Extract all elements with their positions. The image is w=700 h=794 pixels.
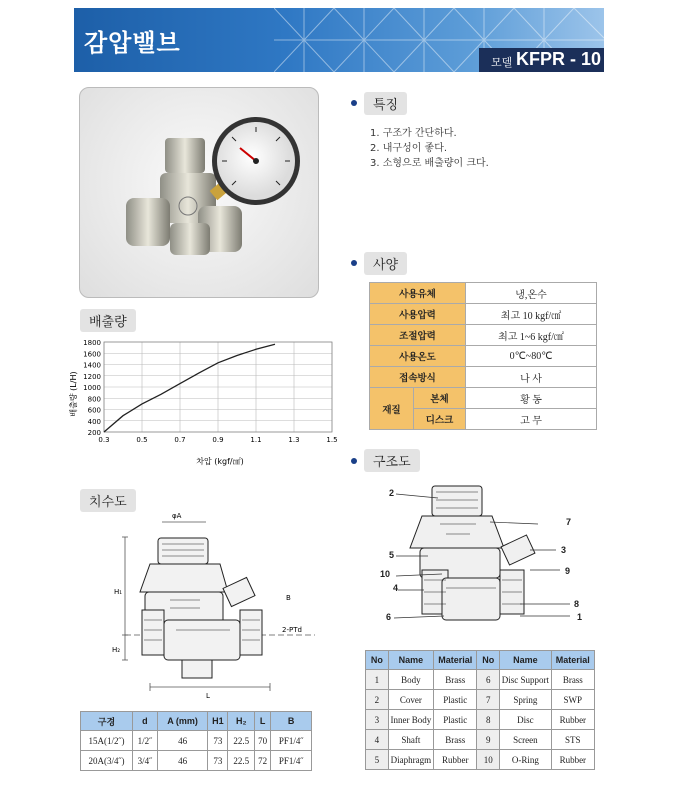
feature-item: 3. 소형으로 배출량이 크다. bbox=[370, 158, 489, 169]
spec-table bbox=[369, 282, 597, 430]
table-row bbox=[370, 304, 597, 325]
spec-key: 본체 bbox=[414, 388, 466, 409]
table-cell: 73 bbox=[208, 731, 228, 751]
table-cell: 20A(3/4˝) bbox=[81, 751, 133, 771]
feature-item: 2. 내구성이 좋다. bbox=[370, 143, 448, 154]
table-row bbox=[81, 731, 312, 751]
table-cell: Plastic bbox=[434, 710, 477, 730]
spec-heading: 사양 bbox=[364, 252, 407, 275]
table-row bbox=[366, 670, 595, 690]
spec-material-label: 재질 bbox=[370, 388, 414, 430]
table-cell: STS bbox=[551, 730, 594, 750]
table-row bbox=[370, 325, 597, 346]
spec-key: 조절압력 bbox=[370, 325, 466, 346]
table-header: Name bbox=[500, 651, 552, 670]
x-tick-label: 0.5 bbox=[136, 436, 148, 444]
product-photo bbox=[79, 87, 319, 298]
callout-4: 4 bbox=[393, 583, 399, 593]
table-header-row bbox=[81, 712, 312, 731]
table-cell: Brass bbox=[551, 670, 594, 690]
flow-chart bbox=[66, 332, 342, 468]
table-cell: 9 bbox=[477, 730, 500, 750]
spec-value: 고 무 bbox=[466, 409, 597, 430]
table-header: Material bbox=[434, 651, 477, 670]
table-row bbox=[370, 367, 597, 388]
flow-curve bbox=[104, 344, 275, 432]
table-cell: SWP bbox=[551, 690, 594, 710]
spec-value: 나 사 bbox=[466, 367, 597, 388]
table-cell: 46 bbox=[157, 731, 208, 751]
table-row bbox=[370, 346, 597, 367]
table-cell: 1/2˝ bbox=[133, 731, 158, 751]
table-header: Name bbox=[388, 651, 433, 670]
table-cell: 22.5 bbox=[228, 751, 255, 771]
table-row bbox=[366, 690, 595, 710]
callout-2: 2 bbox=[389, 488, 395, 498]
table-cell: Rubber bbox=[434, 750, 477, 770]
table-cell: Screen bbox=[500, 730, 552, 750]
valve-illustration bbox=[80, 88, 320, 299]
table-header: Material bbox=[551, 651, 594, 670]
page-header bbox=[74, 8, 604, 72]
table-cell: Cover bbox=[388, 690, 433, 710]
spec-value: 최고 10 kgf/㎠ bbox=[466, 304, 597, 325]
dimension-table bbox=[80, 711, 312, 771]
table-row bbox=[366, 750, 595, 770]
spec-value: 황 동 bbox=[466, 388, 597, 409]
table-header-row bbox=[366, 651, 595, 670]
table-cell: O-Ring bbox=[500, 750, 552, 770]
table-row bbox=[370, 388, 597, 409]
y-tick-label: 1000 bbox=[83, 384, 101, 392]
table-cell: 15A(1/2˝) bbox=[81, 731, 133, 751]
table-cell: PF1/4˝ bbox=[271, 751, 312, 771]
spec-key: 디스크 bbox=[414, 409, 466, 430]
table-cell: Rubber bbox=[551, 710, 594, 730]
y-tick-label: 1600 bbox=[83, 350, 101, 359]
spec-value: 0℃~80℃ bbox=[466, 346, 597, 367]
y-tick-label: 800 bbox=[87, 395, 101, 404]
callout-5: 5 bbox=[389, 550, 395, 560]
table-cell: Disc bbox=[500, 710, 552, 730]
spec-key: 사용유체 bbox=[370, 283, 466, 304]
table-cell: PF1/4˝ bbox=[271, 731, 312, 751]
table-cell: Rubber bbox=[551, 750, 594, 770]
x-tick-label: 1.1 bbox=[250, 436, 262, 444]
y-tick-label: 400 bbox=[87, 417, 101, 426]
callout-3: 3 bbox=[561, 545, 567, 555]
table-cell: 3 bbox=[366, 710, 389, 730]
table-cell: 73 bbox=[208, 751, 228, 771]
table-row bbox=[366, 730, 595, 750]
table-cell: 46 bbox=[157, 751, 208, 771]
table-header: No bbox=[366, 651, 389, 670]
x-tick-label: 0.9 bbox=[212, 436, 224, 444]
spec-value: 냉,온수 bbox=[466, 283, 597, 304]
table-cell: 4 bbox=[366, 730, 389, 750]
table-cell: Brass bbox=[434, 730, 477, 750]
page-title: 감압밸브 bbox=[84, 29, 181, 57]
x-tick-label: 1.3 bbox=[288, 436, 300, 444]
dimension-heading: 치수도 bbox=[80, 489, 136, 512]
x-tick-label: 1.5 bbox=[326, 436, 338, 444]
table-header: d bbox=[133, 712, 158, 731]
table-cell: 70 bbox=[255, 731, 271, 751]
structure-drawing bbox=[380, 478, 600, 638]
callout-7: 7 bbox=[566, 517, 572, 527]
table-cell: Body bbox=[388, 670, 433, 690]
table-cell: Spring bbox=[500, 690, 552, 710]
parts-table bbox=[365, 650, 595, 770]
y-tick-label: 1200 bbox=[83, 372, 101, 381]
callout-9: 9 bbox=[565, 566, 571, 576]
x-tick-label: 0.3 bbox=[98, 436, 110, 444]
spec-key: 사용온도 bbox=[370, 346, 466, 367]
table-cell: 1 bbox=[366, 670, 389, 690]
dim-L-label: L bbox=[206, 692, 210, 700]
table-row bbox=[81, 751, 312, 771]
model-badge bbox=[479, 48, 604, 72]
callout-8: 8 bbox=[574, 599, 580, 609]
table-cell: 5 bbox=[366, 750, 389, 770]
table-cell: Inner Body bbox=[388, 710, 433, 730]
table-cell: Plastic bbox=[434, 690, 477, 710]
model-value: KFPR - 10 bbox=[516, 49, 602, 69]
table-cell: 8 bbox=[477, 710, 500, 730]
features-heading: 특징 bbox=[364, 92, 407, 115]
y-tick-label: 200 bbox=[87, 429, 101, 437]
table-cell: 10 bbox=[477, 750, 500, 770]
flow-heading: 배출량 bbox=[80, 309, 136, 332]
feature-item: 1. 구조가 간단하다. bbox=[370, 128, 457, 139]
chart-xlabel: 차압 (kgf/㎠) bbox=[196, 457, 244, 466]
structure-heading: 구조도 bbox=[364, 449, 420, 472]
dim-H1-label: H₁ bbox=[114, 588, 123, 596]
table-cell: 22.5 bbox=[228, 731, 255, 751]
dim-phiA-label: φA bbox=[172, 512, 182, 520]
table-header: H₂ bbox=[228, 712, 255, 731]
spec-value: 최고 1~6 kgf/㎠ bbox=[466, 325, 597, 346]
dimension-drawing bbox=[100, 510, 320, 706]
table-row bbox=[366, 710, 595, 730]
callout-6: 6 bbox=[386, 612, 392, 622]
model-label: 모델 bbox=[491, 57, 513, 69]
table-header: L bbox=[255, 712, 271, 731]
table-header: A (mm) bbox=[157, 712, 208, 731]
x-tick-label: 0.7 bbox=[174, 436, 186, 444]
y-tick-label: 600 bbox=[87, 406, 101, 415]
table-cell: Brass bbox=[434, 670, 477, 690]
table-cell: 6 bbox=[477, 670, 500, 690]
dim-B-label: B bbox=[286, 594, 291, 602]
table-cell: 3/4˝ bbox=[133, 751, 158, 771]
table-cell: 7 bbox=[477, 690, 500, 710]
table-row bbox=[370, 283, 597, 304]
spec-key: 사용압력 bbox=[370, 304, 466, 325]
table-header: B bbox=[271, 712, 312, 731]
y-tick-label: 1800 bbox=[83, 339, 101, 347]
table-cell: 2 bbox=[366, 690, 389, 710]
y-tick-label: 1400 bbox=[83, 361, 101, 370]
dim-ptd-label: 2-PTd bbox=[282, 626, 302, 634]
dim-H2-label: H₂ bbox=[112, 646, 121, 654]
table-cell: Diaphragm bbox=[388, 750, 433, 770]
table-header: 구경 bbox=[81, 712, 133, 731]
spec-bullet-icon bbox=[351, 260, 357, 266]
features-bullet-icon bbox=[351, 100, 357, 106]
callout-1: 1 bbox=[577, 612, 583, 622]
table-cell: 72 bbox=[255, 751, 271, 771]
table-header: No bbox=[477, 651, 500, 670]
table-cell: Disc Support bbox=[500, 670, 552, 690]
table-header: H1 bbox=[208, 712, 228, 731]
structure-bullet-icon bbox=[351, 458, 357, 464]
callout-10: 10 bbox=[380, 569, 391, 579]
spec-key: 접속방식 bbox=[370, 367, 466, 388]
chart-ylabel: 배출량 (L/H) bbox=[69, 371, 78, 417]
table-cell: Shaft bbox=[388, 730, 433, 750]
